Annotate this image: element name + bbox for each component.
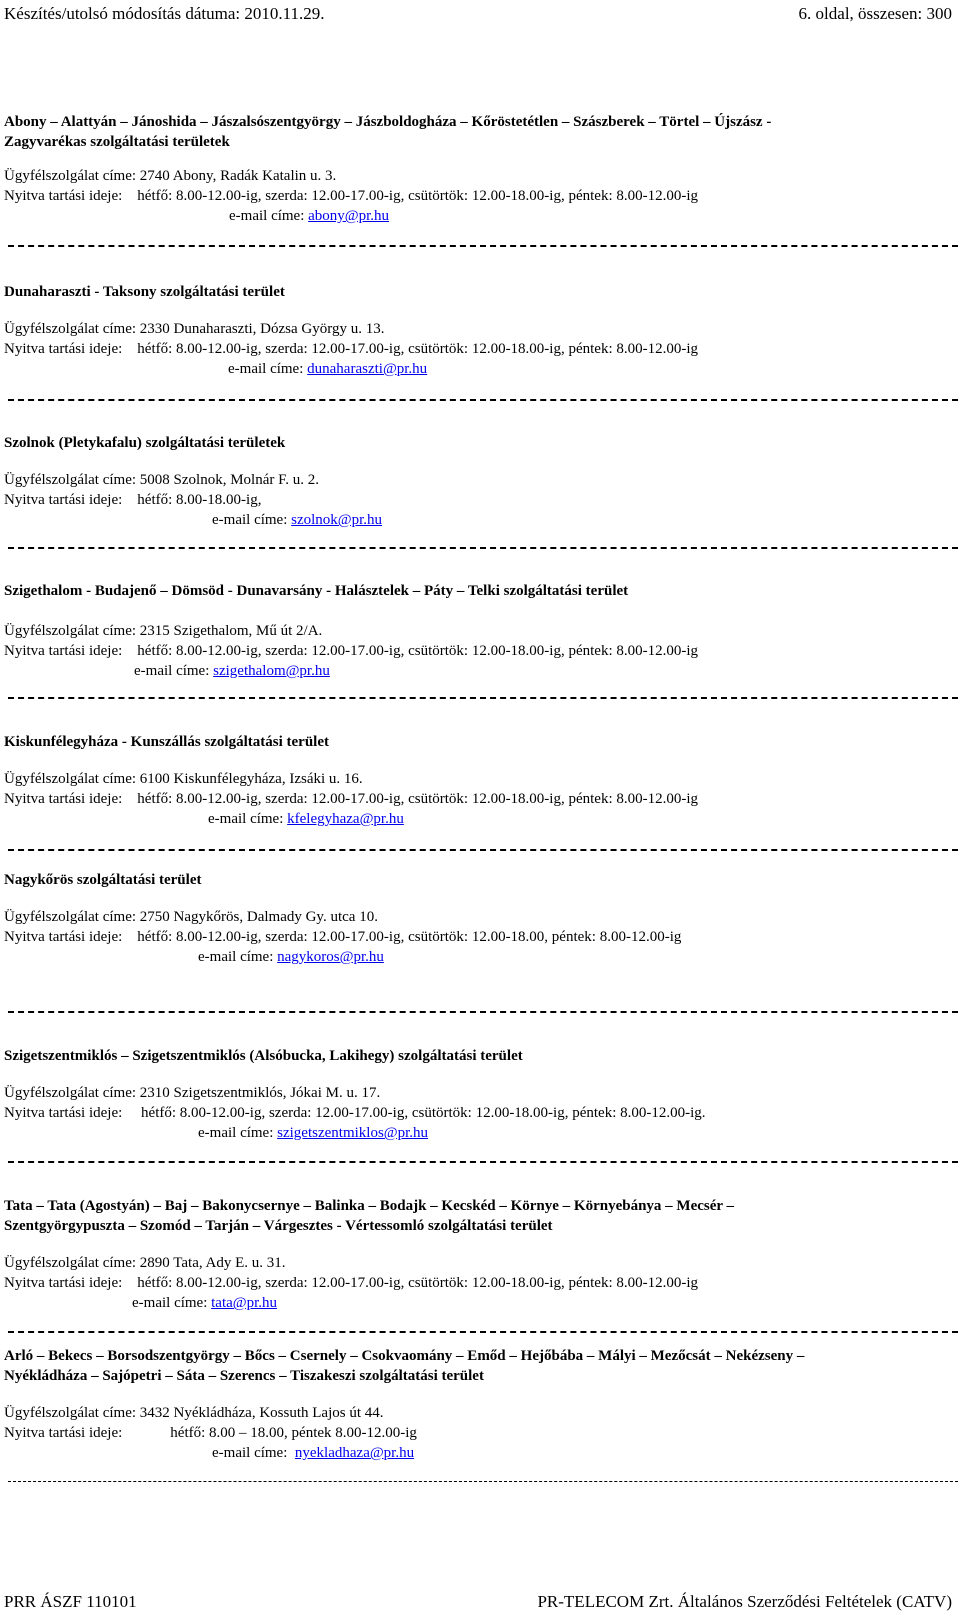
address-value: 5008 Szolnok, Molnár F. u. 2. — [139, 472, 320, 488]
address-label: Ügyfélszolgálat címe: — [4, 1085, 137, 1101]
separator — [8, 399, 958, 401]
address-label: Ügyfélszolgálat címe: — [4, 321, 137, 337]
email-label: e-mail címe: — [212, 1445, 288, 1461]
section-title: Szigetszentmiklós – Szigetszentmiklós (Alsóbucka, Lakihegy) szolgáltatási terület — [4, 1048, 523, 1064]
address-line — [4, 621, 954, 641]
footer-document-id: PRR ÁSZF 110101 — [4, 1592, 137, 1611]
hours-label: Nyitva tartási ideje: — [4, 1275, 123, 1291]
section-title: Szolnok (Pletykafalu) szolgáltatási területek — [4, 435, 286, 451]
email-link[interactable]: tata@pr.hu — [211, 1295, 278, 1311]
hours-value: hétfő: 8.00-12.00-ig, szerda: 12.00-17.00-ig, csütörtök: 12.00-18.00-ig, péntek: 8.00-12.00-ig — [137, 643, 699, 659]
section-title: Tata – Tata (Agostyán) – Baj – Bakonycsernye – Balinka – Bodajk – Kecskéd – Környe – Környebánya – Mecsér – — [4, 1198, 735, 1214]
address-value: 2740 Abony, Radák Katalin u. 3. — [139, 168, 337, 184]
email-link[interactable]: szolnok@pr.hu — [291, 512, 383, 528]
email-line — [4, 1123, 954, 1143]
section-title: Szigethalom - Budajenő – Dömsöd - Dunavarsány - Halásztelek – Páty – Telki szolgáltatási terület — [4, 583, 629, 599]
address-label: Ügyfélszolgálat címe: — [4, 1405, 137, 1421]
email-label: e-mail címe: — [212, 512, 288, 528]
separator — [8, 1011, 958, 1013]
address-line — [4, 1403, 954, 1423]
section-title-continued: Nyékládháza – Sajópetri – Sáta – Szerencs – Tiszakeszi szolgáltatási terület — [4, 1368, 484, 1384]
address-label: Ügyfélszolgálat címe: — [4, 771, 137, 787]
hours-line — [4, 927, 954, 947]
section-title-continued: Zagyvarékas szolgáltatási területek — [4, 134, 230, 150]
hours-value: hétfő: 8.00-12.00-ig, szerda: 12.00-17.00-ig, csütörtök: 12.00-18.00-ig, péntek: 8.00-12.00-ig — [137, 188, 699, 204]
email-line — [4, 809, 954, 829]
section-title: Kiskunfélegyháza - Kunszállás szolgáltatási terület — [4, 734, 329, 750]
email-line — [4, 661, 954, 681]
email-label: e-mail címe: — [228, 361, 304, 377]
hours-label: Nyitva tartási ideje: — [4, 791, 123, 807]
email-label: e-mail címe: — [198, 949, 274, 965]
section-abony — [4, 112, 954, 226]
hours-label: Nyitva tartási ideje: — [4, 643, 123, 659]
email-link[interactable]: szigetszentmiklos@pr.hu — [277, 1125, 429, 1141]
section-nyekladhaza — [4, 1346, 954, 1463]
hours-value: hétfő: 8.00-12.00-ig, szerda: 12.00-17.00-ig, csütörtök: 12.00-18.00, péntek: 8.00-12.00-ig — [137, 929, 682, 945]
email-label: e-mail címe: — [134, 663, 210, 679]
address-value: 2315 Szigethalom, Mű út 2/A. — [139, 623, 323, 639]
hours-line — [4, 339, 954, 359]
email-label: e-mail címe: — [229, 208, 305, 224]
header-date: Készítés/utolsó módosítás dátuma: 2010.11.29. — [4, 4, 325, 23]
section-title-continued: Szentgyörgypuszta – Szomód – Tarján – Várgesztes - Vértessomló szolgáltatási terület — [4, 1218, 553, 1234]
hours-label: Nyitva tartási ideje: — [4, 341, 123, 357]
hours-label: Nyitva tartási ideje: — [4, 929, 123, 945]
email-label: e-mail címe: — [132, 1295, 208, 1311]
hours-label: Nyitva tartási ideje: — [4, 492, 123, 508]
email-line — [4, 947, 954, 967]
hours-line — [4, 641, 954, 661]
email-line — [4, 359, 954, 379]
address-line — [4, 166, 954, 186]
email-line — [4, 510, 954, 530]
hours-label: Nyitva tartási ideje: — [4, 1105, 123, 1121]
hours-value: hétfő: 8.00-12.00-ig, szerda: 12.00-17.00-ig, csütörtök: 12.00-18.00-ig, péntek: 8.00-12.00-ig. — [141, 1105, 706, 1121]
address-line — [4, 1253, 954, 1273]
section-title: Dunaharaszti - Taksony szolgáltatási terület — [4, 284, 285, 300]
section-szolnok — [4, 433, 954, 530]
hours-label: Nyitva tartási ideje: — [4, 188, 123, 204]
footer-document-title: PR-TELECOM Zrt. Általános Szerződési Feltételek (CATV) — [537, 1592, 952, 1611]
hours-value: hétfő: 8.00-18.00-ig, — [137, 492, 262, 508]
email-line — [4, 1443, 954, 1463]
section-kiskunfelegyhaza — [4, 732, 954, 829]
hours-value: hétfő: 8.00 – 18.00, péntek 8.00-12.00-ig — [170, 1425, 417, 1441]
header-page-number: 6. oldal, összesen: 300 — [798, 4, 952, 23]
email-label: e-mail címe: — [198, 1125, 274, 1141]
hours-line — [4, 1103, 954, 1123]
separator — [8, 547, 958, 549]
address-value: 6100 Kiskunfélegyháza, Izsáki u. 16. — [139, 771, 363, 787]
hours-line — [4, 1423, 954, 1443]
hours-value: hétfő: 8.00-12.00-ig, szerda: 12.00-17.00-ig, csütörtök: 12.00-18.00-ig, péntek: 8.00-12.00-ig — [137, 341, 699, 357]
hours-line — [4, 1273, 954, 1293]
section-title: Abony – Alattyán – Jánoshida – Jászalsószentgyörgy – Jászboldogháza – Kőröstetétlen – Szászberek – Törtel – Újszász - — [4, 114, 772, 130]
hours-line — [4, 186, 954, 206]
address-value: 2890 Tata, Ady E. u. 31. — [139, 1255, 286, 1271]
email-link[interactable]: szigethalom@pr.hu — [213, 663, 330, 679]
hours-label: Nyitva tartási ideje: — [4, 1425, 123, 1441]
email-link[interactable]: nagykoros@pr.hu — [277, 949, 384, 965]
address-line — [4, 1083, 954, 1103]
section-dunaharaszti — [4, 282, 954, 379]
separator — [8, 1331, 958, 1333]
email-link[interactable]: dunaharaszti@pr.hu — [307, 361, 428, 377]
section-szigethalom — [4, 581, 954, 681]
section-title: Arló – Bekecs – Borsodszentgyörgy – Bőcs – Csernely – Csokvaomány – Emőd – Hejőbába – Mályi – Mezőcsát – Nekézseny – — [4, 1348, 805, 1364]
email-line — [4, 206, 954, 226]
section-tata — [4, 1196, 954, 1313]
address-value: 2310 Szigetszentmiklós, Jókai M. u. 17. — [139, 1085, 381, 1101]
hours-value: hétfő: 8.00-12.00-ig, szerda: 12.00-17.00-ig, csütörtök: 12.00-18.00-ig, péntek: 8.00-12.00-ig — [137, 791, 699, 807]
separator — [8, 849, 958, 851]
address-line — [4, 319, 954, 339]
separator — [8, 245, 958, 247]
address-label: Ügyfélszolgálat címe: — [4, 472, 137, 488]
address-line — [4, 907, 954, 927]
separator — [8, 697, 958, 699]
hours-line — [4, 789, 954, 809]
hours-value: hétfő: 8.00-12.00-ig, szerda: 12.00-17.00-ig, csütörtök: 12.00-18.00-ig, péntek: 8.00-12.00-ig — [137, 1275, 699, 1291]
address-label: Ügyfélszolgálat címe: — [4, 1255, 137, 1271]
email-link[interactable]: abony@pr.hu — [308, 208, 390, 224]
address-line — [4, 470, 954, 490]
address-line — [4, 769, 954, 789]
address-value: 2330 Dunaharaszti, Dózsa György u. 13. — [139, 321, 385, 337]
separator — [8, 1481, 958, 1482]
address-label: Ügyfélszolgálat címe: — [4, 168, 137, 184]
email-link[interactable]: nyekladhaza@pr.hu — [294, 1445, 415, 1461]
address-value: 3432 Nyékládháza, Kossuth Lajos út 44. — [139, 1405, 384, 1421]
hours-line — [4, 490, 954, 510]
email-line — [4, 1293, 954, 1313]
separator — [8, 1161, 958, 1163]
email-label: e-mail címe: — [208, 811, 284, 827]
section-title: Nagykőrös szolgáltatási terület — [4, 872, 202, 888]
email-link[interactable]: kfelegyhaza@pr.hu — [287, 811, 404, 827]
section-nagykoros — [4, 870, 954, 967]
address-value: 2750 Nagykőrös, Dalmady Gy. utca 10. — [139, 909, 378, 925]
address-label: Ügyfélszolgálat címe: — [4, 623, 137, 639]
address-label: Ügyfélszolgálat címe: — [4, 909, 137, 925]
section-szigetszentmiklos — [4, 1046, 954, 1143]
